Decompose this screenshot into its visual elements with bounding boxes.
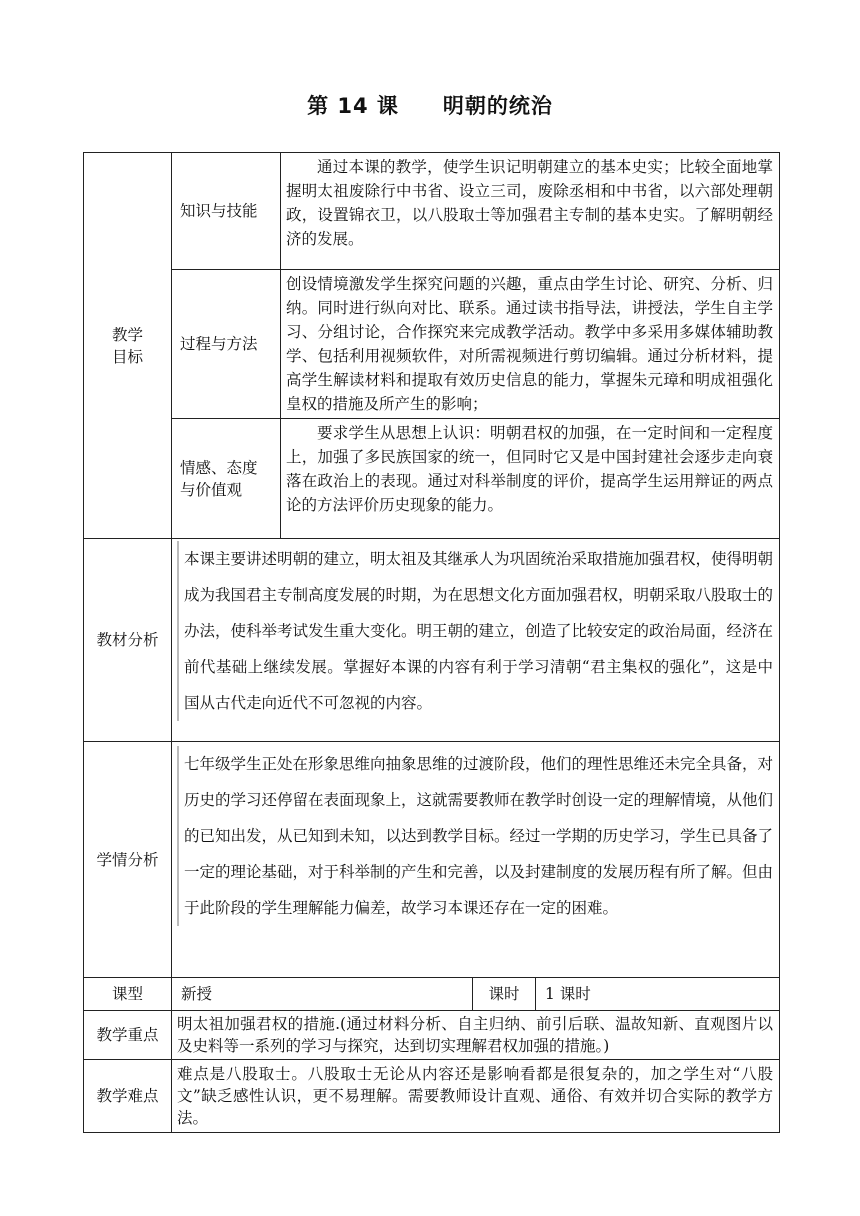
type-value: 新授 [172,978,473,1011]
attitude-label-line1: 情感、态度 [180,458,258,477]
type-label: 课型 [84,978,172,1011]
attitude-text: 要求学生从思想上认识：明朝君权的加强，在一定时间和一定程度上，加强了多民族国家的统一，但同时它又是中国封建社会逐步走向衰落在政治上的表现。通过对科举制度的评价，提高学生运用辩证的两点论的方法评价历史现象的能力。 [281,419,780,539]
course-row [84,978,780,1011]
lesson-plan-table [83,152,780,1133]
objective-row-knowledge [84,153,780,270]
textbook-label: 教材分析 [84,539,172,742]
hours-label: 课时 [473,978,536,1011]
page-title [0,90,860,120]
students-row [84,742,780,978]
attitude-label-cell [172,419,281,539]
textbook-text-cell [172,539,780,742]
difficulties-text: 难点是八股取士。八股取士无论从内容还是影响看都是很复杂的，加之学生对“八股文”缺乏感性认识，更不易理解。需要教师设计直观、通俗、有效并切合实际的教学方法。 [172,1060,780,1133]
difficulties-label: 教学难点 [84,1060,172,1133]
hours-value: 1 课时 [536,978,780,1011]
lesson-name: 明朝的统治 [442,94,553,118]
knowledge-text: 通过本课的教学，使学生识记明朝建立的基本史实；比较全面地掌握明太祖废除行中书省、设立三司，废除丞相和中书省，以六部处理朝政，设置锦衣卫，以八股取士等加强君主专制的基本史实。了解明朝经济的发展。 [281,153,780,270]
objectives-label-line1: 教学 [111,325,143,344]
textbook-row [84,539,780,742]
difficulties-row [84,1060,780,1133]
objectives-label-cell [84,153,172,539]
attitude-label-line2: 与价值观 [180,480,243,499]
textbook-text: 本课主要讲述明朝的建立，明太祖及其继承人为巩固统治采取措施加强君权，使得明朝成为我国君主专制高度发展的时期，为在思想文化方面加强君权，明朝采取八股取士的办法，使科举考试发生重大变化。明王朝的建立，创造了比较安定的政治局面，经济在前代基础上继续发展。掌握好本课的内容有利于学习清朝“君主集权的强化”，这是中国从古代走向近代不可忽视的内容。 [177,541,773,721]
key-points-row [84,1011,780,1060]
lesson-number: 第 14 课 [307,94,399,118]
knowledge-label: 知识与技能 [172,153,281,270]
objectives-label-line2: 目标 [111,347,143,366]
key-points-label: 教学重点 [84,1011,172,1060]
students-text: 七年级学生正处在形象思维向抽象思维的过渡阶段，他们的理性思维还未完全具备，对历史的学习还停留在表面现象上，这就需要教师在教学时创设一定的理解情境，从他们的已知出发，从已知到未知，以达到教学目标。经过一学期的历史学习，学生已具备了一定的理论基础，对于科举制的产生和完善，以及封建制度的发展历程有所了解。但由于此阶段的学生理解能力偏差，故学习本课还存在一定的困难。 [177,746,773,926]
process-label: 过程与方法 [172,270,281,419]
students-text-cell [172,742,780,978]
students-label: 学情分析 [84,742,172,978]
objective-row-process [84,270,780,419]
process-text: 创设情境激发学生探究问题的兴趣，重点由学生讨论、研究、分析、归纳。同时进行纵向对比、联系。通过读书指导法，讲授法，学生自主学习、分组讨论，合作探究来完成教学活动。教学中多采用多媒体辅助教学、包括利用视频软件，对所需视频进行剪切编辑。通过分析材料，提高学生解读材料和提取有效历史信息的能力，掌握朱元璋和明成祖强化皇权的措施及所产生的影响； [281,270,780,419]
key-points-text: 明太祖加强君权的措施.(通过材料分析、自主归纳、前引后联、温故知新、直观图片以及史料等一系列的学习与探究，达到切实理解君权加强的措施。) [172,1011,780,1060]
objective-row-attitude [84,419,780,539]
